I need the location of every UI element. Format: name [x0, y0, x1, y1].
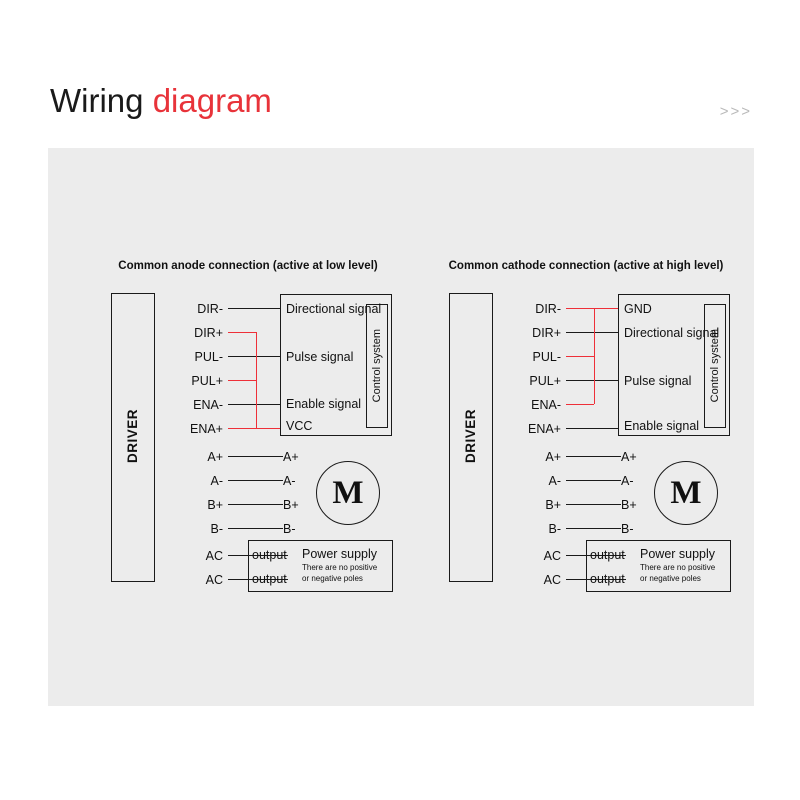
pin-b-plus-cathode: B+: [545, 498, 561, 512]
page-title-accent: diagram: [152, 82, 272, 119]
signal-vcc-anode: VCC: [286, 419, 313, 433]
power-supply-title-cathode: Power supply: [640, 547, 716, 561]
pin-ena-minus-cathode: ENA-: [531, 398, 561, 412]
wire-pul-plus-cathode: [566, 380, 618, 381]
chevrons-icon: >>>: [719, 103, 752, 120]
wire-ena-plus-anode: [228, 428, 256, 429]
motor-symbol-cathode: M: [654, 461, 718, 525]
page-title-main: Wiring: [50, 82, 144, 119]
wire-dir-minus-anode: [228, 308, 280, 309]
pin-b-minus-cathode: B-: [548, 522, 561, 536]
motor-pin-b-plus-cathode: B+: [621, 498, 637, 512]
wire-dir-minus-cathode: [566, 308, 594, 309]
signal-enable-cathode: Enable signal: [624, 419, 700, 433]
motor-pin-a-plus-cathode: A+: [621, 450, 637, 464]
driver-text-anode: DRIVER: [124, 409, 140, 464]
pin-a-minus-anode: A-: [210, 474, 223, 488]
pin-ena-plus-anode: ENA+: [189, 422, 223, 436]
signal-enable-anode: Enable signal: [286, 397, 362, 411]
wire-vcc-tap-anode: [256, 428, 280, 429]
wire-ena-plus-cathode: [566, 428, 618, 429]
pin-pul-minus-cathode: PUL-: [532, 350, 561, 364]
power-supply-note-line2-cathode: or negative poles: [640, 574, 701, 583]
motor-pin-b-plus-anode: B+: [283, 498, 299, 512]
pin-a-minus-cathode: A-: [548, 474, 561, 488]
signal-gnd-cathode: GND: [624, 302, 652, 316]
motor-pin-b-minus-cathode: B-: [621, 522, 634, 536]
power-output-2-cathode: output: [590, 572, 625, 586]
motor-pin-a-minus-cathode: A-: [621, 474, 634, 488]
diagram-common-anode: [78, 148, 418, 706]
pin-a-plus-anode: A+: [207, 450, 223, 464]
wire-pul-plus-anode: [228, 380, 256, 381]
pin-dir-plus-cathode: DIR+: [532, 326, 561, 340]
pin-dir-minus-cathode: DIR-: [535, 302, 561, 316]
power-supply-note-line1-anode: There are no positive: [302, 563, 378, 572]
diagram-caption-cathode: Common cathode connection (active at high level): [448, 260, 724, 272]
power-supply-note-line2-anode: or negative poles: [302, 574, 363, 583]
motor-pin-b-minus-anode: B-: [283, 522, 296, 536]
pin-ac-1-cathode: AC: [543, 549, 561, 563]
power-supply-title-anode: Power supply: [302, 547, 378, 561]
power-output-1-anode: output: [252, 548, 287, 562]
pin-pul-minus-anode: PUL-: [194, 350, 223, 364]
pin-ena-minus-anode: ENA-: [193, 398, 223, 412]
wire-vcc-rail-anode: [256, 332, 257, 428]
driver-label-cathode: [449, 293, 491, 580]
wire-b-plus-cathode: [566, 504, 621, 505]
signal-pulse-cathode: Pulse signal: [624, 374, 692, 388]
control-system-text-cathode: Control system: [709, 329, 721, 403]
control-system-text-anode: Control system: [371, 329, 383, 403]
signal-pulse-anode: Pulse signal: [286, 350, 354, 364]
wire-gnd-rail-cathode: [594, 308, 595, 404]
wire-pul-minus-cathode: [566, 356, 594, 357]
driver-label-anode: [111, 293, 153, 580]
power-output-2-anode: output: [252, 572, 287, 586]
wire-b-minus-anode: [228, 528, 283, 529]
diagram-panel: [48, 148, 754, 706]
wire-dir-plus-cathode: [566, 332, 618, 333]
diagram-caption-anode: Common anode connection (active at low level): [118, 260, 378, 272]
pin-b-minus-anode: B-: [210, 522, 223, 536]
motor-symbol-anode: M: [316, 461, 380, 525]
pin-ac-1-anode: AC: [205, 549, 223, 563]
driver-text-cathode: DRIVER: [462, 409, 478, 464]
wire-b-minus-cathode: [566, 528, 621, 529]
pin-a-plus-cathode: A+: [545, 450, 561, 464]
pin-ac-2-cathode: AC: [543, 573, 561, 587]
pin-dir-plus-anode: DIR+: [194, 326, 223, 340]
wire-a-minus-cathode: [566, 480, 621, 481]
wire-dir-plus-anode: [228, 332, 256, 333]
pin-pul-plus-anode: PUL+: [191, 374, 223, 388]
pin-dir-minus-anode: DIR-: [197, 302, 223, 316]
wire-ena-minus-anode: [228, 404, 280, 405]
wire-a-plus-anode: [228, 456, 283, 457]
wire-gnd-tap-cathode: [594, 308, 618, 309]
motor-pin-a-minus-anode: A-: [283, 474, 296, 488]
control-system-sublabel-anode: [366, 304, 388, 428]
diagram-common-cathode: [416, 148, 756, 706]
pin-pul-plus-cathode: PUL+: [529, 374, 561, 388]
control-system-sublabel-cathode: [704, 304, 726, 428]
pin-b-plus-anode: B+: [207, 498, 223, 512]
wire-b-plus-anode: [228, 504, 283, 505]
power-supply-note-line1-cathode: There are no positive: [640, 563, 716, 572]
motor-pin-a-plus-anode: A+: [283, 450, 299, 464]
power-output-1-cathode: output: [590, 548, 625, 562]
wire-a-minus-anode: [228, 480, 283, 481]
pin-ena-plus-cathode: ENA+: [527, 422, 561, 436]
pin-ac-2-anode: AC: [205, 573, 223, 587]
signal-directional-cathode: Directional signal: [624, 326, 720, 340]
page-title: [50, 82, 272, 120]
signal-directional-anode: Directional signal: [286, 302, 382, 316]
wire-a-plus-cathode: [566, 456, 621, 457]
wire-ena-minus-cathode: [566, 404, 594, 405]
wire-pul-minus-anode: [228, 356, 280, 357]
